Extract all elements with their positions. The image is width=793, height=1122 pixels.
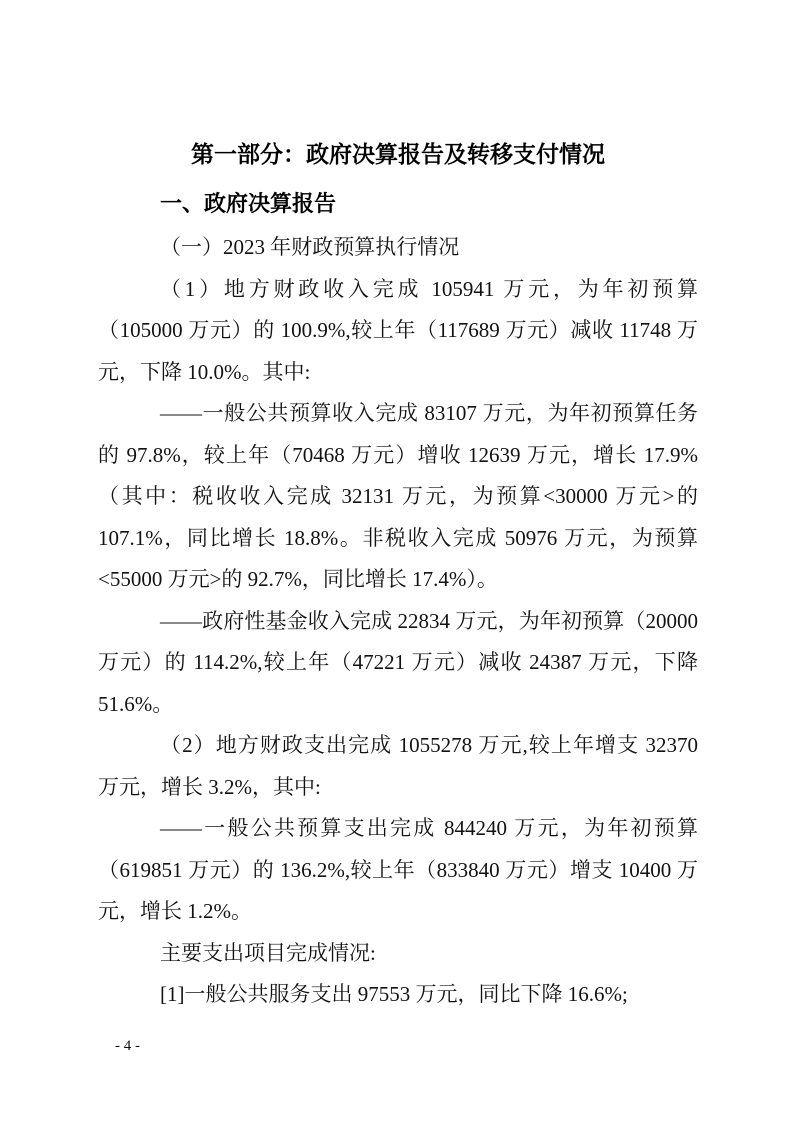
paragraph-general-public-budget-expenditure: ——一般公共预算支出完成 844240 万元，为年初预算（619851 万元）的 136.2%,较上年（833840 万元）增支 10400 万元，增长 1.2%。 (98, 816, 698, 923)
paragraph-expenditure-item-1: [1]一般公共服务支出 97553 万元，同比下降 16.6%; (160, 982, 628, 1006)
document-body (98, 227, 698, 1016)
paragraph-local-fiscal-revenue: （1）地方财政收入完成 105941 万元，为年初预算（105000 万元）的 100.9%,较上年（117689 万元）减收 11748 万元，下降 10.0%。其中: (98, 276, 698, 384)
document-title: 第一部分：政府决算报告及转移支付情况 (191, 141, 605, 167)
document-content (98, 140, 698, 1016)
paragraph-main-expenditure-intro: 主要支出项目完成情况: (160, 940, 376, 965)
paragraph-local-fiscal-expenditure: （2）地方财政支出完成 1055278 万元,较上年增支 32370 万元，增长 3.2%，其中: (98, 733, 698, 799)
page-number: - 4 - (115, 1038, 140, 1054)
paragraph-government-fund-revenue: ——政府性基金收入完成 22834 万元，为年初预算（20000 万元）的 114.2%,较上年（47221 万元）减收 24387 万元，下降 51.6%。 (98, 608, 698, 716)
section-heading: 一、政府决算报告 (160, 191, 337, 216)
paragraph-general-public-budget-revenue: ——一般公共预算收入完成 83107 万元，为年初预算任务的 97.8%，较上年（70468 万元）增收 12639 万元，增长 17.9%（其中：税收收入完成 32131 万元，为预算<30000 万元>的 107.1%，同比增长 18.8%。非税收入完成 50976 万元，为预算<55000 万元>的 92.7%，同比增长 17.4%）。 (98, 401, 698, 591)
paragraph-subsection-heading: （一）2023 年财政预算执行情况 (160, 235, 460, 259)
